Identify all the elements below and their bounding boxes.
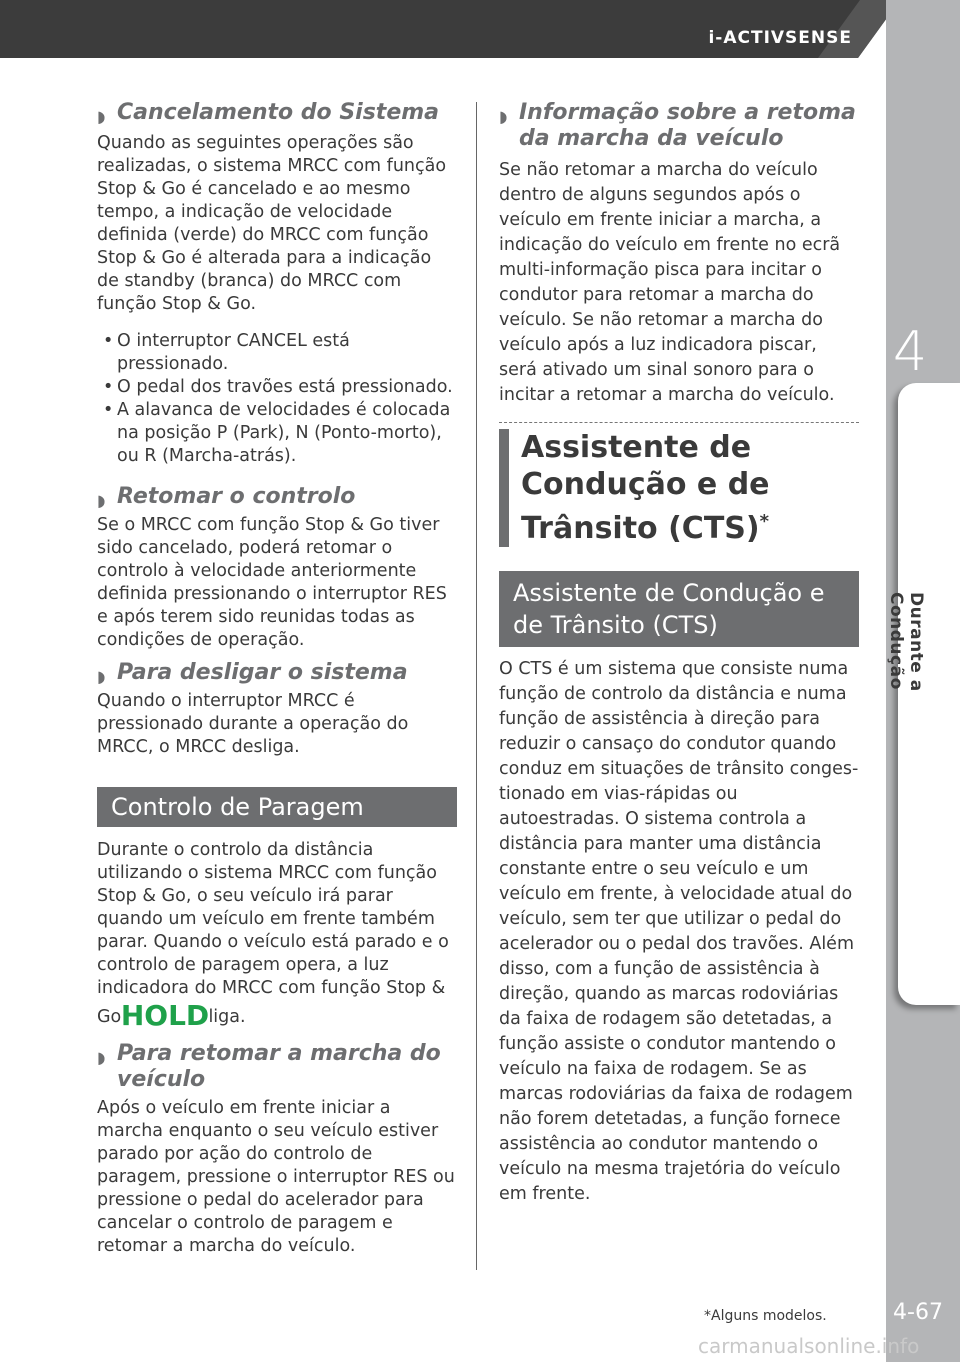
paragraph-off: Quando o interruptor MRCC é pressionado durante a operação do MRCC, o MRCC desliga. [97,691,409,757]
list-item: • O pedal dos travões está pressionado. [117,376,457,399]
heading-off: ◗ Para desligar o sistema [97,660,457,686]
paragraph-cts: O CTS é um sistema que consiste numa função de controlo da distância e numa função de assistência à direção para reduzir o cansaço do condutor quando conduz em situações de trânsito conges-tionado em vias-rápidas ou autoestradas. O sistema controla a distância para manter uma distância constante entre o seu veículo e um veículo em frente, à velocidade atual do veículo, sem ter que utilizar o pedal do acelerador ou o pedal dos travões. Além disso, com a função de assistência à direção, quando as marcas rodoviárias da faixa de rodagem são detetadas, a função assiste o condutor mantendo o veículo na faixa de rodagem. Se as marcas rodoviárias da faixa de rodagem não forem detetadas, a função fornece assistência ao condutor mantendo o veículo na mesma trajetória do veículo em frente. [499,659,859,1204]
page-number: 4-67 [893,1300,943,1325]
section-title: i-ACTIVSENSE [708,28,852,48]
divider-dashed [499,422,859,423]
cancel-bullets [97,330,457,468]
heading-cancel: ◗ Cancelamento do Sistema [97,100,457,126]
list-item: • O interruptor CANCEL está pressionado. [117,330,457,376]
section-title-cts: Assistente de Condução e de Trânsito (CTS)* [499,429,859,547]
section-bar-stop: Controlo de Paragem [97,787,457,827]
heading-marker-icon: ◗ [97,491,106,510]
heading-resume-drive: ◗ Para retomar a marcha do veículo [97,1041,441,1092]
heading-marker-icon: ◗ [499,107,508,126]
paragraph-stop: Durante o controlo da distância utilizando o sistema MRCC com função Stop & Go, o seu veículo irá parar quando um veículo em frente também parar. Quando o veículo está parado e o controlo de paragem opera, a luz indicadora do MRCC com função Stop & Go HOLD liga. [97,840,449,1032]
chapter-number: 4 [892,320,928,383]
paragraph-resume-drive: Após o veículo em frente iniciar a marcha enquanto o seu veículo estiver parado por ação do controlo de paragem, pressione o interruptor RES ou pressione o pedal do acelerador para cancelar o controlo de paragem e retomar a marcha do veículo. [97,1098,455,1256]
paragraph-info: Se não retomar a marcha do veículo dentro de alguns segundos após o veículo em frente iniciar a marcha, a indicação do veículo em frente no ecrã multi-informação pisca para incitar o condutor para retomar a marcha do veículo. Se não retomar a marcha do veículo após a luz indicadora piscar, será ativado um sinal sonoro para o incitar a retomar a marcha do veículo. [499,160,841,405]
section-bar-cts: Assistente de Condução e de Trânsito (CTS) [499,571,859,647]
watermark: carmanualsonline.info [698,1334,920,1358]
footnote: *Alguns modelos. [704,1308,827,1324]
hold-label: HOLD [120,999,210,1032]
heading-marker-icon: ◗ [97,667,106,686]
heading-info: ◗ Informação sobre a retoma da marcha da veículo [499,100,856,151]
paragraph-resume: Se o MRCC com função Stop & Go tiver sido cancelado, poderá retomar o controlo à velocidade anteriormente definida pressionando o interruptor RES e após terem sido reunidas todas as condições de operação. [97,515,447,650]
heading-marker-icon: ◗ [97,107,106,126]
chapter-name: Durante a Condução [886,592,926,692]
heading-resume: ◗ Retomar o controlo [97,484,457,510]
list-item: • A alavanca de velocidades é colocada na posição P (Park), N (Ponto-morto), ou R (Marcha-atrás). [117,399,457,468]
column-divider [476,102,477,1270]
right-column [499,100,859,1207]
left-column [97,100,457,1258]
heading-marker-icon: ◗ [97,1048,106,1067]
paragraph-cancel: Quando as seguintes operações são realizadas, o sistema MRCC com função Stop & Go é cancelado e ao mesmo tempo, a indicação de velocidade definida (verde) do MRCC com função Stop & Go é alterada para a indicação de standby (branca) do MRCC com função Stop & Go. [97,133,447,314]
header-bar [0,0,960,58]
hold-indicator-icon [120,999,210,1032]
